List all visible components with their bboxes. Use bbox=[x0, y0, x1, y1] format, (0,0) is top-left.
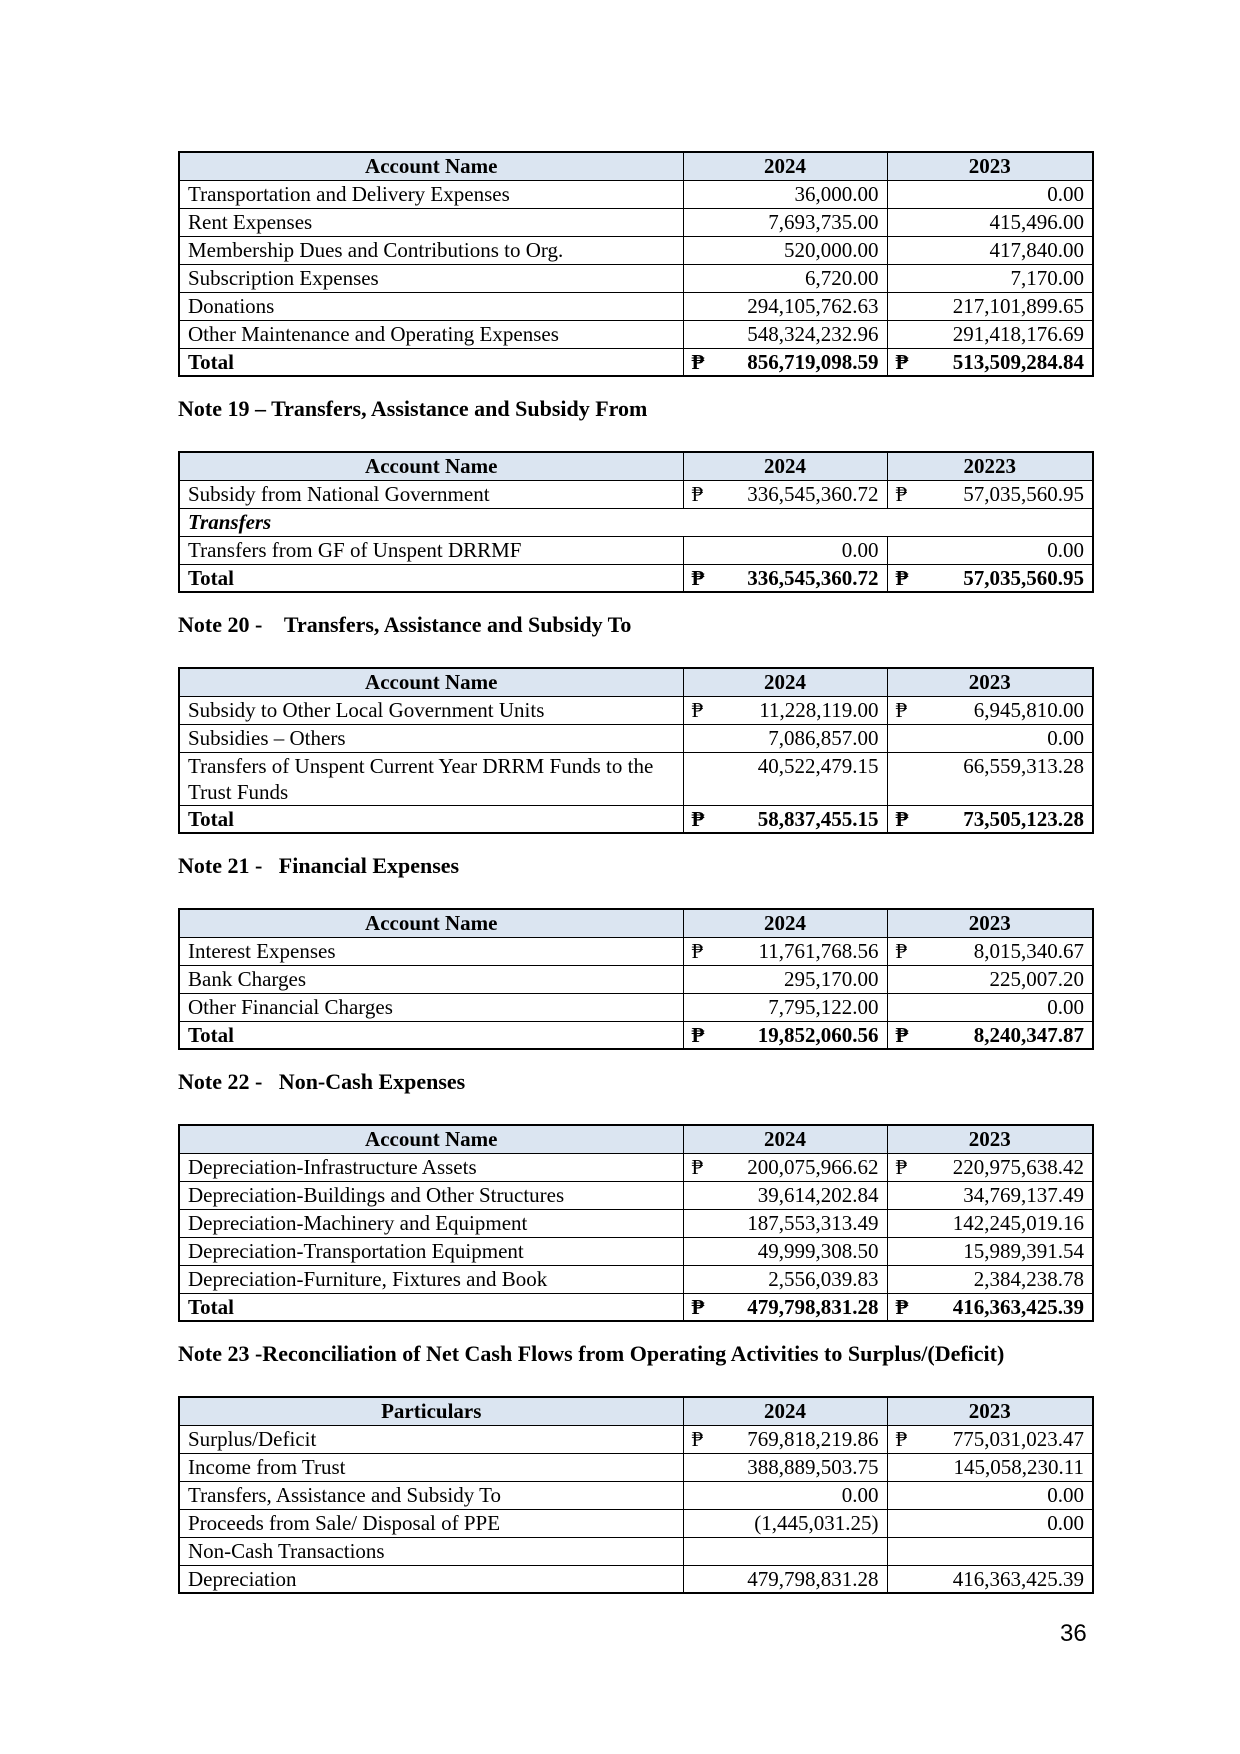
amount-2023-cell bbox=[887, 564, 1093, 592]
amount-value: 0.00 bbox=[1047, 537, 1084, 562]
amount-2024-cell bbox=[683, 1565, 887, 1593]
amount-2024-cell bbox=[683, 320, 887, 348]
amount-value: 416,363,425.39 bbox=[952, 1294, 1084, 1319]
year-header: 2024 bbox=[683, 668, 887, 696]
amount-value: 11,228,119.00 bbox=[759, 697, 879, 722]
amount-2024-cell bbox=[683, 1209, 887, 1237]
amount-value: 7,170.00 bbox=[1010, 265, 1084, 290]
amount-2023-cell bbox=[887, 536, 1093, 564]
year-header: 2023 bbox=[887, 909, 1093, 937]
amount-value: 7,693,735.00 bbox=[768, 209, 879, 234]
amount-2023-cell bbox=[887, 320, 1093, 348]
peso-sign: ₱ bbox=[895, 1426, 908, 1451]
amount-2024-cell bbox=[683, 937, 887, 965]
account-cell: Interest Expenses bbox=[179, 937, 683, 965]
amount-value: 769,818,219.86 bbox=[747, 1426, 879, 1451]
peso-sign: ₱ bbox=[895, 1294, 909, 1319]
amount-2023-cell bbox=[887, 1481, 1093, 1509]
amount-2023-cell bbox=[887, 965, 1093, 993]
amount-value: 49,999,308.50 bbox=[757, 1238, 879, 1263]
amount-2024-cell bbox=[683, 236, 887, 264]
amount-value: 142,245,019.16 bbox=[952, 1210, 1084, 1235]
amount-2024-cell bbox=[683, 264, 887, 292]
amount-2024-cell bbox=[683, 696, 887, 724]
table-row bbox=[179, 993, 1093, 1021]
account-cell: Subsidies – Others bbox=[179, 724, 683, 752]
peso-sign: ₱ bbox=[691, 806, 705, 831]
amount-2023-cell bbox=[887, 1293, 1093, 1321]
amount-2024-cell bbox=[683, 1453, 887, 1481]
account-cell: Income from Trust bbox=[179, 1453, 683, 1481]
amount-value: 416,363,425.39 bbox=[952, 1566, 1084, 1591]
account-cell: Rent Expenses bbox=[179, 208, 683, 236]
account-name-header: Particulars bbox=[179, 1397, 683, 1425]
amount-2023-cell bbox=[887, 1021, 1093, 1049]
amount-2023-cell bbox=[887, 993, 1093, 1021]
account-cell: Donations bbox=[179, 292, 683, 320]
amount-2023-cell bbox=[887, 1425, 1093, 1453]
amount-2024-cell bbox=[683, 480, 887, 508]
amount-value: (1,445,031.25) bbox=[754, 1510, 879, 1535]
amount-2023-cell bbox=[887, 1565, 1093, 1593]
amount-2024-cell bbox=[683, 1265, 887, 1293]
amount-value: 0.00 bbox=[1047, 181, 1084, 206]
peso-sign: ₱ bbox=[691, 349, 705, 374]
peso-sign: ₱ bbox=[691, 565, 705, 590]
account-name-header: Account Name bbox=[179, 909, 683, 937]
header-row bbox=[179, 668, 1093, 696]
account-cell: Subsidy from National Government bbox=[179, 480, 683, 508]
table-row bbox=[179, 264, 1093, 292]
year-header: 2024 bbox=[683, 152, 887, 180]
amount-2024-cell bbox=[683, 564, 887, 592]
amount-value: 513,509,284.84 bbox=[952, 349, 1084, 374]
amount-2023-cell bbox=[887, 1265, 1093, 1293]
amount-value: 15,989,391.54 bbox=[963, 1238, 1084, 1263]
year-header: 2024 bbox=[683, 909, 887, 937]
table-row bbox=[179, 208, 1093, 236]
amount-value: 8,240,347.87 bbox=[973, 1022, 1084, 1047]
amount-2023-cell bbox=[887, 724, 1093, 752]
account-cell: Depreciation-Buildings and Other Structures bbox=[179, 1181, 683, 1209]
peso-sign: ₱ bbox=[895, 565, 909, 590]
year-header: 20223 bbox=[887, 452, 1093, 480]
mooe-expenses-table bbox=[178, 151, 1094, 377]
amount-value: 0.00 bbox=[1047, 1510, 1084, 1535]
peso-sign: ₱ bbox=[691, 697, 704, 722]
account-cell: Bank Charges bbox=[179, 965, 683, 993]
account-name-header: Account Name bbox=[179, 452, 683, 480]
account-cell: Total bbox=[179, 564, 683, 592]
amount-value: 295,170.00 bbox=[784, 966, 879, 991]
amount-value: 73,505,123.28 bbox=[963, 806, 1084, 831]
amount-value: 57,035,560.95 bbox=[963, 481, 1084, 506]
amount-2023-cell bbox=[887, 208, 1093, 236]
amount-value: 0.00 bbox=[841, 1482, 879, 1507]
account-cell: Transportation and Delivery Expenses bbox=[179, 180, 683, 208]
amount-2024-cell bbox=[683, 993, 887, 1021]
amount-2024-cell bbox=[683, 752, 887, 805]
table-row bbox=[179, 1265, 1093, 1293]
account-cell: Membership Dues and Contributions to Org. bbox=[179, 236, 683, 264]
table-row bbox=[179, 320, 1093, 348]
table-row bbox=[179, 1209, 1093, 1237]
amount-value: 19,852,060.56 bbox=[757, 1022, 879, 1047]
page-number: 36 bbox=[1060, 1620, 1087, 1647]
year-header: 2024 bbox=[683, 452, 887, 480]
amount-value: 548,324,232.96 bbox=[747, 321, 879, 346]
amount-2024-cell bbox=[683, 1509, 887, 1537]
amount-2023-cell bbox=[887, 1237, 1093, 1265]
amount-value: 479,798,831.28 bbox=[747, 1294, 879, 1319]
amount-2023-cell bbox=[887, 292, 1093, 320]
table-row bbox=[179, 696, 1093, 724]
amount-value: 336,545,360.72 bbox=[747, 481, 879, 506]
amount-value: 217,101,899.65 bbox=[952, 293, 1084, 318]
amount-value: 0.00 bbox=[841, 537, 879, 562]
amount-value: 336,545,360.72 bbox=[747, 565, 879, 590]
amount-value: 58,837,455.15 bbox=[757, 806, 879, 831]
amount-2024-cell bbox=[683, 180, 887, 208]
amount-2024-cell bbox=[683, 1537, 887, 1565]
note-21-heading: Note 21 - Financial Expenses bbox=[178, 853, 460, 878]
note-19-table bbox=[178, 451, 1094, 593]
table-row bbox=[179, 1153, 1093, 1181]
amount-2024-cell bbox=[683, 805, 887, 833]
amount-2024-cell bbox=[683, 724, 887, 752]
amount-2023-cell bbox=[887, 180, 1093, 208]
amount-2023-cell bbox=[887, 480, 1093, 508]
amount-2023-cell bbox=[887, 1209, 1093, 1237]
table-row bbox=[179, 1537, 1093, 1565]
account-cell: Other Maintenance and Operating Expenses bbox=[179, 320, 683, 348]
table-row bbox=[179, 937, 1093, 965]
header-row bbox=[179, 1397, 1093, 1425]
amount-2023-cell bbox=[887, 805, 1093, 833]
note-22-heading: Note 22 - Non-Cash Expenses bbox=[178, 1069, 466, 1094]
total-row bbox=[179, 1293, 1093, 1321]
year-header: 2023 bbox=[887, 1397, 1093, 1425]
amount-value: 66,559,313.28 bbox=[963, 753, 1084, 778]
peso-sign: ₱ bbox=[691, 1154, 704, 1179]
note-20-heading: Note 20 - Transfers, Assistance and Subsidy To bbox=[178, 612, 632, 637]
table-row bbox=[179, 1565, 1093, 1593]
amount-value: 415,496.00 bbox=[989, 209, 1084, 234]
year-header: 2024 bbox=[683, 1125, 887, 1153]
account-cell: Total bbox=[179, 805, 683, 833]
amount-value: 6,720.00 bbox=[805, 265, 879, 290]
amount-value: 0.00 bbox=[1047, 725, 1084, 750]
note-23-heading: Note 23 -Reconciliation of Net Cash Flows from Operating Activities to Surplus/(Deficit) bbox=[178, 1341, 1005, 1366]
amount-2023-cell bbox=[887, 1453, 1093, 1481]
amount-value: 479,798,831.28 bbox=[747, 1566, 879, 1591]
account-cell: Transfers of Unspent Current Year DRRM Funds to the Trust Funds bbox=[179, 752, 683, 805]
header-row bbox=[179, 152, 1093, 180]
table-row bbox=[179, 508, 1093, 536]
section-note-20 bbox=[178, 612, 1092, 834]
account-cell: Depreciation-Machinery and Equipment bbox=[179, 1209, 683, 1237]
account-name-header: Account Name bbox=[179, 1125, 683, 1153]
note-22-table bbox=[178, 1124, 1094, 1322]
amount-value: 36,000.00 bbox=[794, 181, 879, 206]
account-cell: Subscription Expenses bbox=[179, 264, 683, 292]
year-header: 2023 bbox=[887, 668, 1093, 696]
amount-value: 220,975,638.42 bbox=[952, 1154, 1084, 1179]
peso-sign: ₱ bbox=[691, 1294, 705, 1319]
peso-sign: ₱ bbox=[691, 481, 704, 506]
peso-sign: ₱ bbox=[691, 1426, 704, 1451]
peso-sign: ₱ bbox=[895, 938, 908, 963]
amount-2023-cell bbox=[887, 236, 1093, 264]
total-row bbox=[179, 1021, 1093, 1049]
amount-2023-cell bbox=[887, 1537, 1093, 1565]
group-label-cell: Transfers bbox=[179, 508, 1093, 536]
peso-sign: ₱ bbox=[895, 1154, 908, 1179]
amount-value: 7,795,122.00 bbox=[768, 994, 879, 1019]
amount-2024-cell bbox=[683, 965, 887, 993]
total-row bbox=[179, 805, 1093, 833]
amount-value: 2,556,039.83 bbox=[768, 1266, 879, 1291]
table-row bbox=[179, 1425, 1093, 1453]
amount-value: 225,007.20 bbox=[989, 966, 1084, 991]
amount-2024-cell bbox=[683, 292, 887, 320]
table-row bbox=[179, 536, 1093, 564]
amount-value: 57,035,560.95 bbox=[963, 565, 1084, 590]
amount-value: 856,719,098.59 bbox=[747, 349, 879, 374]
account-cell: Depreciation-Transportation Equipment bbox=[179, 1237, 683, 1265]
header-row bbox=[179, 1125, 1093, 1153]
year-header: 2023 bbox=[887, 152, 1093, 180]
amount-value: 34,769,137.49 bbox=[963, 1182, 1084, 1207]
account-cell: Other Financial Charges bbox=[179, 993, 683, 1021]
table-row bbox=[179, 1237, 1093, 1265]
peso-sign: ₱ bbox=[895, 481, 908, 506]
amount-value: 294,105,762.63 bbox=[747, 293, 879, 318]
amount-value: 2,384,238.78 bbox=[973, 1266, 1084, 1291]
amount-2023-cell bbox=[887, 937, 1093, 965]
amount-value: 388,889,503.75 bbox=[747, 1454, 879, 1479]
account-cell: Depreciation bbox=[179, 1565, 683, 1593]
section-note-23 bbox=[178, 1341, 1092, 1594]
amount-value: 775,031,023.47 bbox=[952, 1426, 1084, 1451]
amount-2024-cell bbox=[683, 536, 887, 564]
account-cell: Depreciation-Furniture, Fixtures and Book bbox=[179, 1265, 683, 1293]
note-19-heading: Note 19 – Transfers, Assistance and Subsidy From bbox=[178, 396, 648, 421]
amount-value: 187,553,313.49 bbox=[747, 1210, 879, 1235]
amount-value: 6,945,810.00 bbox=[973, 697, 1084, 722]
amount-value: 200,075,966.62 bbox=[747, 1154, 879, 1179]
header-row bbox=[179, 909, 1093, 937]
total-row bbox=[179, 564, 1093, 592]
note-23-table bbox=[178, 1396, 1094, 1594]
table-row bbox=[179, 180, 1093, 208]
table-row bbox=[179, 724, 1093, 752]
table-row bbox=[179, 752, 1093, 805]
amount-value: 39,614,202.84 bbox=[757, 1182, 879, 1207]
account-cell: Transfers, Assistance and Subsidy To bbox=[179, 1481, 683, 1509]
year-header: 2024 bbox=[683, 1397, 887, 1425]
note-20-table bbox=[178, 667, 1094, 834]
amount-value: 0.00 bbox=[1047, 1482, 1084, 1507]
account-cell: Total bbox=[179, 1293, 683, 1321]
amount-2024-cell bbox=[683, 1293, 887, 1321]
amount-value: 11,761,768.56 bbox=[758, 938, 879, 963]
section-note-21 bbox=[178, 853, 1092, 1050]
account-cell: Total bbox=[179, 1021, 683, 1049]
account-cell: Non-Cash Transactions bbox=[179, 1537, 683, 1565]
amount-value: 7,086,857.00 bbox=[768, 725, 879, 750]
amount-2024-cell bbox=[683, 1181, 887, 1209]
amount-value: 145,058,230.11 bbox=[953, 1454, 1084, 1479]
amount-2024-cell bbox=[683, 1481, 887, 1509]
peso-sign: ₱ bbox=[895, 806, 909, 831]
section-note-22 bbox=[178, 1069, 1092, 1322]
account-cell: Transfers from GF of Unspent DRRMF bbox=[179, 536, 683, 564]
table-row bbox=[179, 292, 1093, 320]
account-cell: Subsidy to Other Local Government Units bbox=[179, 696, 683, 724]
amount-value: 40,522,479.15 bbox=[757, 753, 879, 778]
table-row bbox=[179, 965, 1093, 993]
amount-2024-cell bbox=[683, 1425, 887, 1453]
amount-2023-cell bbox=[887, 696, 1093, 724]
header-row bbox=[179, 452, 1093, 480]
peso-sign: ₱ bbox=[691, 1022, 705, 1047]
amount-2023-cell bbox=[887, 1509, 1093, 1537]
amount-2024-cell bbox=[683, 1237, 887, 1265]
note-21-table bbox=[178, 908, 1094, 1050]
amount-2024-cell bbox=[683, 348, 887, 376]
amount-2023-cell bbox=[887, 752, 1093, 805]
amount-2023-cell bbox=[887, 1181, 1093, 1209]
amount-value: 417,840.00 bbox=[989, 237, 1084, 262]
section-note-19 bbox=[178, 396, 1092, 593]
table-row bbox=[179, 236, 1093, 264]
account-cell: Total bbox=[179, 348, 683, 376]
total-row bbox=[179, 348, 1093, 376]
amount-value: 8,015,340.67 bbox=[973, 938, 1084, 963]
account-cell: Depreciation-Infrastructure Assets bbox=[179, 1153, 683, 1181]
peso-sign: ₱ bbox=[895, 697, 908, 722]
table-row bbox=[179, 1181, 1093, 1209]
amount-2023-cell bbox=[887, 348, 1093, 376]
table-row bbox=[179, 1453, 1093, 1481]
amount-value: 520,000.00 bbox=[784, 237, 879, 262]
amount-2023-cell bbox=[887, 1153, 1093, 1181]
page-content bbox=[178, 151, 1092, 1594]
peso-sign: ₱ bbox=[895, 349, 909, 374]
table-row bbox=[179, 1509, 1093, 1537]
table-row bbox=[179, 480, 1093, 508]
amount-2024-cell bbox=[683, 208, 887, 236]
account-cell: Surplus/Deficit bbox=[179, 1425, 683, 1453]
amount-value: 291,418,176.69 bbox=[952, 321, 1084, 346]
amount-2024-cell bbox=[683, 1153, 887, 1181]
peso-sign: ₱ bbox=[895, 1022, 909, 1047]
amount-2024-cell bbox=[683, 1021, 887, 1049]
account-name-header: Account Name bbox=[179, 668, 683, 696]
peso-sign: ₱ bbox=[691, 938, 704, 963]
amount-2023-cell bbox=[887, 264, 1093, 292]
account-cell: Proceeds from Sale/ Disposal of PPE bbox=[179, 1509, 683, 1537]
section-mooe-continued bbox=[178, 151, 1092, 377]
year-header: 2023 bbox=[887, 1125, 1093, 1153]
account-name-header: Account Name bbox=[179, 152, 683, 180]
table-row bbox=[179, 1481, 1093, 1509]
amount-value: 0.00 bbox=[1047, 994, 1084, 1019]
